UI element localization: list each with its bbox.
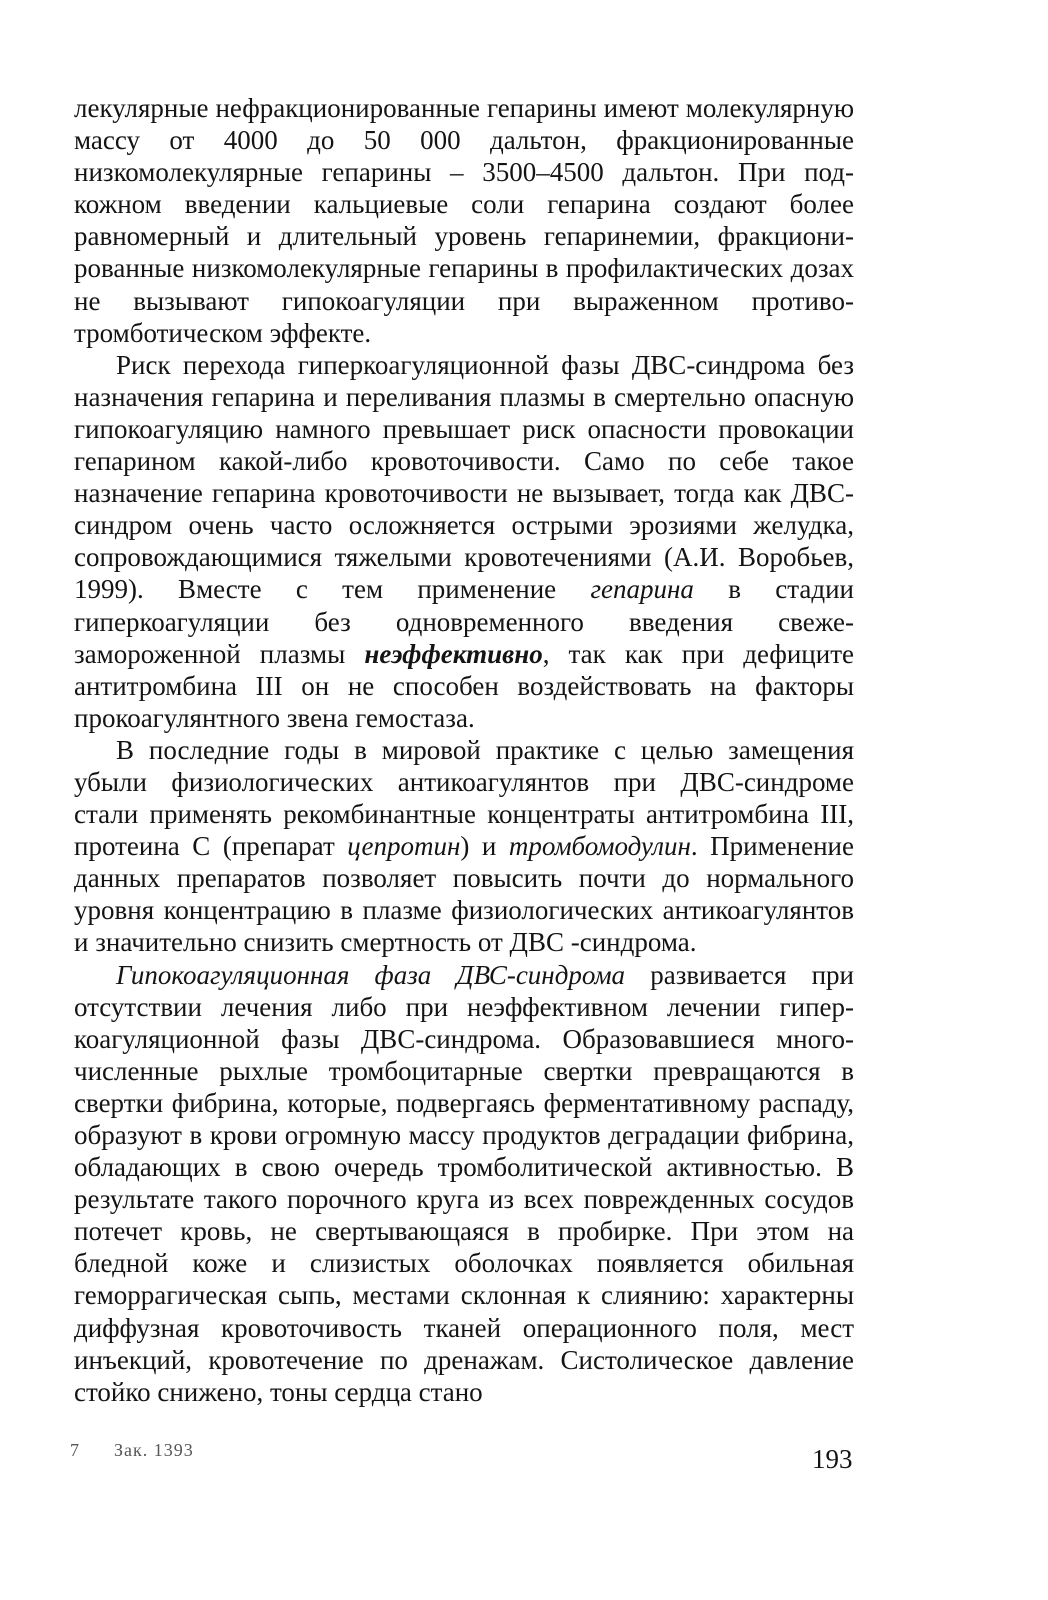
text-run: тромбомодулин	[508, 831, 691, 862]
text-run: , так как при дефиците антитромбина III он не способен воздействовать на факторы прокоагулянтного звена гемостаза.	[74, 638, 854, 733]
paragraph-3	[74, 734, 854, 959]
text-run: в стадии гиперкоагуляции без одновременного введения свежезамороженной плазмы	[74, 574, 854, 669]
text-run: лекулярные нефракционированные гепарины имеют молекулярную массу от 4000 до 50 000 дальтон, фракционированные низкомолекулярные гепарины – 3500–4500 дальтон. При подкожном введении кальциевые соли гепарина создают более равномерный и длительный уровень гепаринемии, фракционированные низкомолекулярные гепарины в профилактических дозах не вызывают гипокоагуляции при выраженном противотромботическом эффекте.	[74, 93, 854, 348]
paragraph-4	[74, 959, 854, 1408]
printing-signature	[70, 1440, 228, 1461]
paragraph-1	[74, 92, 854, 349]
page-number: 193	[812, 1444, 853, 1474]
text-run: Гипокоагуляционная фаза ДВС-синдрома	[116, 959, 626, 990]
text-run: . Применение данных препаратов позволяет повысить почти до нормального уровня концентрацию в плазме физиологических антикоагулянтов и значительно снизить смертность от ДВС -синдрома.	[74, 831, 854, 958]
text-run: развивается при отсутствии лечения либо при неэффективном лечении гиперкоагуляционной фазы ДВС-синдрома. Образовавшиеся многочисленные рыхлые тромбоцитарные свертки превращаются в свертки фибрина, которые, подвергаясь ферментативному распаду, образуют в крови огромную массу продуктов деградации фибрина, обладающих в свою очередь тромболитической активностью. В результате такого порочного круга из всех поврежденных сосудов потечет кровь, не свертывающаяся в пробирке. При этом на бледной коже и слизистых оболочках появляется обильная геморрагическая сыпь, местами склонная к слиянию: характерны диффузная кровоточивость тканей операционного поля, мест инъекций, кровотечение по дренажам. Систолическое давление стойко снижено, тоны сердца стано	[74, 959, 855, 1407]
text-run: неэффективно	[364, 638, 543, 669]
signature-order: Зак. 1393	[114, 1440, 194, 1460]
text-run: Риск перехода гиперкоагуляционной фазы ДВС-синдрома без назначения гепарина и переливания плазмы в смертельно опасную гипокоагуляцию намного превышает риск опасности провокации гепарином какой-либо кровоточивости. Само по себе такое назначение гепарина кровоточивости не вызывает, тогда как ДВС-синдром очень часто осложняется острыми эрозиями желудка, сопровождающимися тяжелыми кровотечениями (А.И. Воробьев, 1999). Вместе с тем применение	[74, 349, 854, 605]
signature-number: 7	[70, 1440, 80, 1460]
text-run: ) и	[460, 831, 509, 862]
text-run: цепротин	[347, 831, 461, 862]
page-body	[74, 92, 854, 1408]
paragraph-2	[74, 349, 854, 734]
text-run: гепарина	[590, 574, 694, 605]
text-run: В последние годы в мировой практике с целью замещения убыли физиологических антикоагулянтов при ДВС-синдроме стали применять рекомбинантные концентраты антитромбина III, протеина С (препарат	[74, 734, 854, 862]
